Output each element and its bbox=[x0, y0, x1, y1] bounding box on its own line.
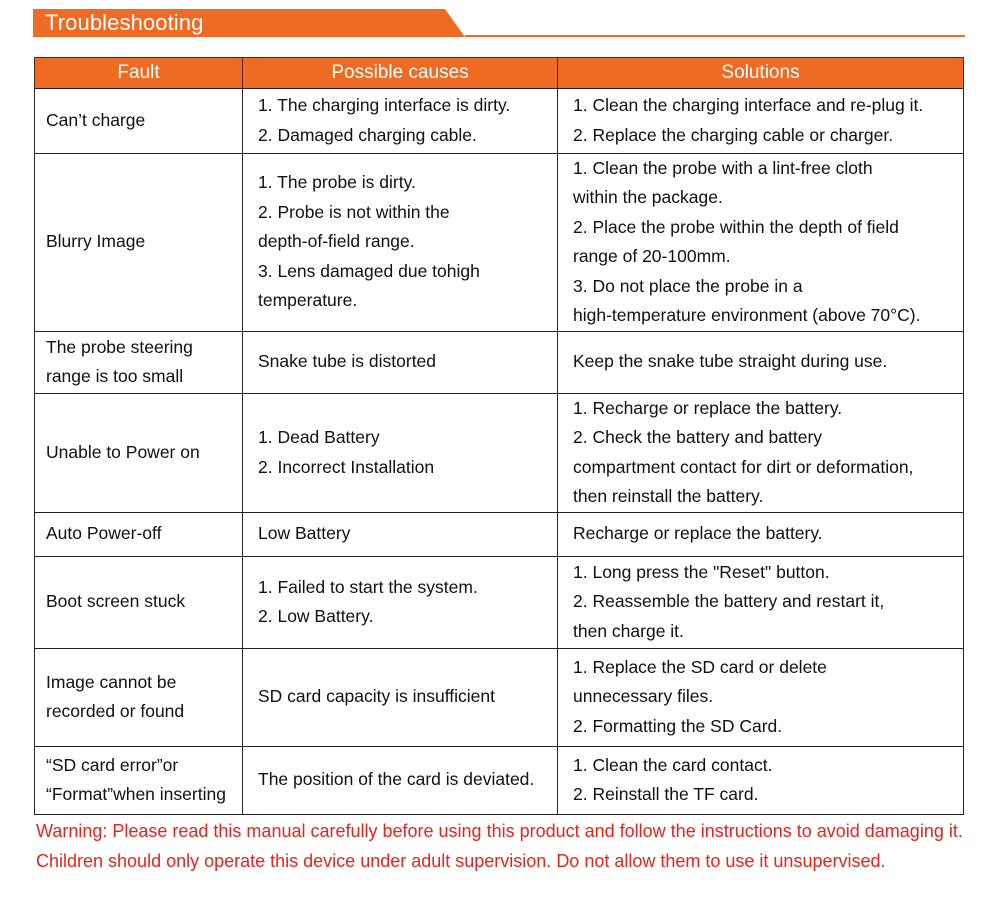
causes-cell bbox=[243, 153, 558, 331]
solutions-text: compartment contact for dirt or deformation, bbox=[573, 456, 914, 477]
solutions-text: 1. Clean the probe with a lint-free cloth bbox=[573, 157, 873, 178]
fault-cell bbox=[35, 88, 243, 153]
causes-text: Low Battery bbox=[258, 523, 351, 544]
fault-text: Blurry Image bbox=[46, 231, 146, 252]
solutions-cell bbox=[558, 556, 964, 648]
solutions-cell bbox=[558, 746, 964, 814]
fault-text: “SD card error”or bbox=[46, 754, 179, 775]
solutions-text: high-temperature environment (above 70°C). bbox=[573, 305, 921, 325]
causes-cell bbox=[243, 556, 558, 648]
header-possible-causes: Possible causes bbox=[243, 58, 558, 89]
fault-text: The probe steering bbox=[46, 336, 193, 357]
solutions-text: 1. Recharge or replace the battery. bbox=[573, 397, 843, 418]
causes-cell bbox=[243, 648, 558, 746]
causes-text: 2. Probe is not within the bbox=[258, 201, 450, 222]
table-row bbox=[35, 512, 964, 556]
solutions-text: 1. Long press the "Reset" button. bbox=[573, 561, 830, 582]
fault-text: Boot screen stuck bbox=[46, 591, 186, 612]
solutions-text: unnecessary files. bbox=[573, 686, 714, 707]
solutions-text: 3. Do not place the probe in a bbox=[573, 275, 803, 296]
warning-text: Warning: Please read this manual carefully before using this product and follow the instructions to avoid damaging it. Children should only operate this device under adult supervision. Do not allow them to use it unsupervised. bbox=[36, 821, 963, 871]
causes-cell bbox=[243, 512, 558, 556]
table-row bbox=[35, 556, 964, 648]
causes-cell bbox=[243, 746, 558, 814]
causes-text: 2. Low Battery. bbox=[258, 606, 374, 626]
causes-text: 1. Dead Battery bbox=[258, 427, 380, 447]
causes-text: 1. The probe is dirty. bbox=[258, 172, 416, 193]
causes-text: depth-of-field range. bbox=[258, 231, 415, 252]
solutions-text: then reinstall the battery. bbox=[573, 486, 764, 506]
fault-text: “Format”when inserting bbox=[46, 784, 226, 804]
fault-text: recorded or found bbox=[46, 701, 185, 721]
fault-cell bbox=[35, 648, 243, 746]
table-row bbox=[35, 746, 964, 814]
solutions-text: then charge it. bbox=[573, 620, 684, 641]
solutions-cell bbox=[558, 393, 964, 512]
fault-text: range is too small bbox=[46, 366, 184, 386]
solutions-text: range of 20-100mm. bbox=[573, 246, 731, 266]
fault-cell bbox=[35, 512, 243, 556]
fault-text: Can’t charge bbox=[46, 109, 146, 130]
table-row bbox=[35, 88, 964, 153]
causes-cell bbox=[243, 331, 558, 393]
causes-text: Snake tube is distorted bbox=[258, 351, 437, 372]
causes-cell bbox=[243, 393, 558, 512]
solutions-cell bbox=[558, 648, 964, 746]
table-row bbox=[35, 648, 964, 746]
solutions-text: 2. Formatting the SD Card. bbox=[573, 715, 783, 736]
fault-cell bbox=[35, 556, 243, 648]
causes-text: 1. The charging interface is dirty. bbox=[258, 95, 511, 115]
solutions-text: Keep the snake tube straight during use. bbox=[573, 351, 888, 372]
solutions-text: 2. Reinstall the TF card. bbox=[573, 784, 759, 804]
solutions-text: 1. Clean the charging interface and re-plug it. bbox=[573, 95, 924, 115]
solutions-text: 2. Replace the charging cable or charger. bbox=[573, 124, 894, 145]
fault-text: Auto Power-off bbox=[46, 523, 162, 544]
fault-cell bbox=[35, 153, 243, 331]
causes-text: 2. Damaged charging cable. bbox=[258, 124, 477, 145]
causes-text: 2. Incorrect Installation bbox=[258, 456, 435, 477]
causes-text: SD card capacity is insufficient bbox=[258, 686, 496, 707]
table-row bbox=[35, 153, 964, 331]
section-header bbox=[33, 9, 465, 37]
solutions-text: within the package. bbox=[573, 187, 723, 207]
solutions-text: 2. Place the probe within the depth of field bbox=[573, 216, 899, 237]
causes-cell bbox=[243, 88, 558, 153]
fault-text: Unable to Power on bbox=[46, 441, 200, 462]
fault-cell bbox=[35, 746, 243, 814]
solutions-cell bbox=[558, 153, 964, 331]
troubleshooting-table bbox=[34, 57, 964, 815]
causes-text: 1. Failed to start the system. bbox=[258, 576, 478, 597]
fault-text: Image cannot be bbox=[46, 671, 177, 692]
table-row bbox=[35, 331, 964, 393]
fault-cell bbox=[35, 393, 243, 512]
causes-text: temperature. bbox=[258, 290, 358, 311]
header-solutions: Solutions bbox=[558, 58, 964, 89]
fault-cell bbox=[35, 331, 243, 393]
header-divider-line bbox=[465, 35, 965, 37]
solutions-cell bbox=[558, 88, 964, 153]
table-row bbox=[35, 393, 964, 512]
solutions-text: 1. Replace the SD card or delete bbox=[573, 656, 827, 677]
solutions-text: Recharge or replace the battery. bbox=[573, 523, 823, 544]
solutions-text: 2. Check the battery and battery bbox=[573, 427, 823, 447]
table-header-row bbox=[35, 58, 964, 89]
table-body bbox=[35, 88, 964, 814]
causes-text: The position of the card is deviated. bbox=[258, 769, 535, 790]
header-fault: Fault bbox=[35, 58, 243, 89]
solutions-text: 2. Reassemble the battery and restart it, bbox=[573, 591, 885, 612]
solutions-cell bbox=[558, 512, 964, 556]
causes-text: 3. Lens damaged due tohigh bbox=[258, 260, 480, 281]
section-title: Troubleshooting bbox=[45, 10, 204, 35]
solutions-text: 1. Clean the card contact. bbox=[573, 754, 773, 775]
solutions-cell bbox=[558, 331, 964, 393]
